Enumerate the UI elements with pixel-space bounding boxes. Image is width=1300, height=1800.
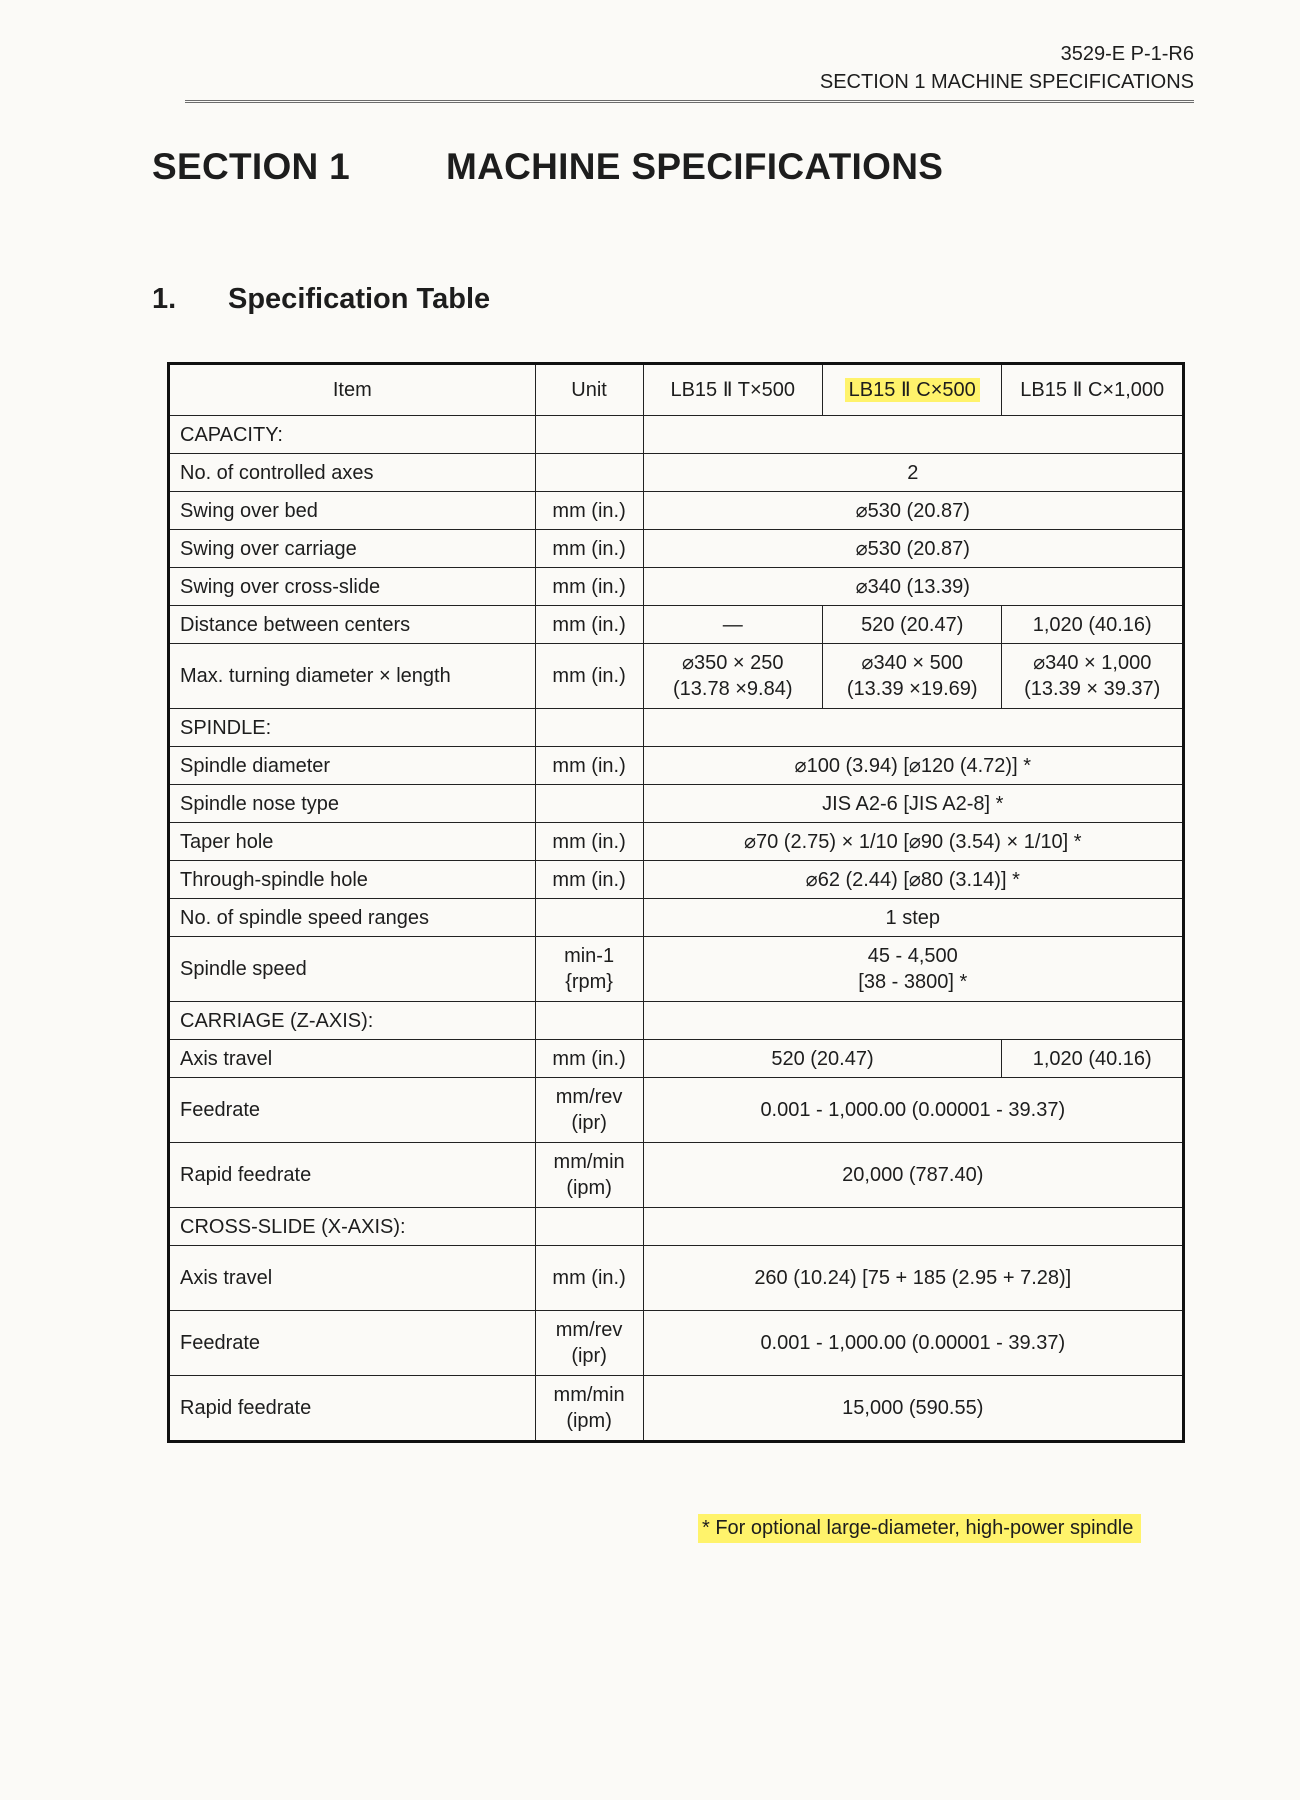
unit-line: (ipr)	[571, 1112, 607, 1134]
unit-cell: mm (in.)	[535, 747, 643, 785]
specification-table	[167, 362, 1185, 1443]
unit-line: (ipr)	[571, 1345, 607, 1367]
value-line: 45 - 4,500	[867, 945, 958, 967]
running-title: SECTION 1 MACHINE SPECIFICATIONS	[819, 71, 1194, 93]
table-row	[169, 1311, 1184, 1376]
unit-cell	[535, 1208, 643, 1246]
value-cell-model-3: 1,020 (40.16)	[1002, 1040, 1184, 1078]
subsection-heading	[152, 283, 490, 316]
value-cell-model-1	[643, 644, 822, 709]
category-label: CAPACITY:	[169, 416, 536, 454]
unit-cell	[535, 937, 643, 1002]
item-cell: Feedrate	[169, 1078, 536, 1143]
value-cell: 0.001 - 1,000.00 (0.00001 - 39.37)	[643, 1311, 1183, 1376]
table-row	[169, 747, 1184, 785]
unit-line: mm/min	[553, 1384, 625, 1406]
value-cell	[643, 709, 1183, 747]
value-cell: 2	[643, 454, 1183, 492]
category-label: CARRIAGE (Z-AXIS):	[169, 1002, 536, 1040]
item-cell: Swing over bed	[169, 492, 536, 530]
value-cell-model-2: 520 (20.47)	[822, 606, 1001, 644]
value-cell: ⌀100 (3.94) [⌀120 (4.72)] *	[643, 747, 1183, 785]
unit-cell	[535, 1311, 643, 1376]
unit-cell: mm (in.)	[535, 1040, 643, 1078]
item-cell: Spindle nose type	[169, 785, 536, 823]
table-row	[169, 530, 1184, 568]
table-row	[169, 568, 1184, 606]
item-cell: Swing over cross-slide	[169, 568, 536, 606]
value-line: ⌀340 × 500	[861, 652, 963, 674]
table-row	[169, 861, 1184, 899]
unit-cell: mm (in.)	[535, 606, 643, 644]
unit-cell: mm (in.)	[535, 861, 643, 899]
item-cell: Rapid feedrate	[169, 1143, 536, 1208]
value-cell	[643, 416, 1183, 454]
category-row-capacity	[169, 416, 1184, 454]
item-cell: Feedrate	[169, 1311, 536, 1376]
table-row	[169, 1143, 1184, 1208]
footnote-highlighted: * For optional large-diameter, high-power spindle	[698, 1514, 1141, 1543]
item-cell: No. of spindle speed ranges	[169, 899, 536, 937]
value-cell: ⌀62 (2.44) [⌀80 (3.14)] *	[643, 861, 1183, 899]
table-row	[169, 899, 1184, 937]
value-cell-model-3: 1,020 (40.16)	[1002, 606, 1184, 644]
value-line: ⌀340 × 1,000	[1033, 652, 1152, 674]
value-cell: 1 step	[643, 899, 1183, 937]
table-row	[169, 823, 1184, 861]
table-row	[169, 644, 1184, 709]
section-title: MACHINE SPECIFICATIONS	[446, 146, 944, 187]
header-model-3: LB15 Ⅱ C×1,000	[1002, 364, 1184, 416]
value-cell: ⌀340 (13.39)	[643, 568, 1183, 606]
item-cell: Max. turning diameter × length	[169, 644, 536, 709]
unit-cell: mm (in.)	[535, 644, 643, 709]
section-heading	[152, 146, 943, 188]
item-cell: Rapid feedrate	[169, 1376, 536, 1442]
item-cell: Axis travel	[169, 1040, 536, 1078]
header-unit: Unit	[535, 364, 643, 416]
category-row-cross-slide	[169, 1208, 1184, 1246]
section-number: SECTION 1	[152, 146, 351, 187]
unit-line: mm/rev	[555, 1086, 623, 1108]
value-cell: 20,000 (787.40)	[643, 1143, 1183, 1208]
table-row	[169, 1376, 1184, 1442]
table-row	[169, 1078, 1184, 1143]
value-cell: JIS A2-6 [JIS A2-8] *	[643, 785, 1183, 823]
unit-cell	[535, 899, 643, 937]
value-cell: ⌀70 (2.75) × 1/10 [⌀90 (3.54) × 1/10] *	[643, 823, 1183, 861]
table-row	[169, 1040, 1184, 1078]
unit-cell	[535, 1143, 643, 1208]
value-cell: 260 (10.24) [75 + 185 (2.95 + 7.28)]	[643, 1246, 1183, 1311]
value-cell-model-2	[822, 644, 1001, 709]
unit-cell: mm (in.)	[535, 1246, 643, 1311]
category-label: CROSS-SLIDE (X-AXIS):	[169, 1208, 536, 1246]
table-row	[169, 937, 1184, 1002]
value-cell	[643, 937, 1183, 1002]
table-row	[169, 454, 1184, 492]
unit-cell	[535, 785, 643, 823]
value-cell: 0.001 - 1,000.00 (0.00001 - 39.37)	[643, 1078, 1183, 1143]
item-cell: Swing over carriage	[169, 530, 536, 568]
unit-cell	[535, 1376, 643, 1442]
unit-cell: mm (in.)	[535, 568, 643, 606]
value-cell	[643, 1208, 1183, 1246]
value-cell-model-1: —	[643, 606, 822, 644]
unit-cell	[535, 709, 643, 747]
value-line: (13.39 ×19.69)	[846, 678, 978, 700]
category-label: SPINDLE:	[169, 709, 536, 747]
unit-cell: mm (in.)	[535, 492, 643, 530]
unit-cell	[535, 1078, 643, 1143]
unit-cell	[535, 454, 643, 492]
unit-cell	[535, 416, 643, 454]
unit-line: mm/min	[553, 1151, 625, 1173]
item-cell: Taper hole	[169, 823, 536, 861]
value-cell: ⌀530 (20.87)	[643, 492, 1183, 530]
item-cell: No. of controlled axes	[169, 454, 536, 492]
item-cell: Spindle diameter	[169, 747, 536, 785]
value-cell-model-3	[1002, 644, 1184, 709]
category-row-spindle	[169, 709, 1184, 747]
subsection-title: Specification Table	[228, 283, 491, 315]
header-rule	[185, 100, 1194, 105]
unit-line: {rpm}	[565, 971, 613, 993]
item-cell: Axis travel	[169, 1246, 536, 1311]
unit-line: mm/rev	[555, 1319, 623, 1341]
header-item: Item	[169, 364, 536, 416]
category-row-carriage	[169, 1002, 1184, 1040]
item-cell: Distance between centers	[169, 606, 536, 644]
value-cell	[643, 1002, 1183, 1040]
value-line: (13.39 × 39.37)	[1024, 678, 1161, 700]
value-line: [38 - 3800] *	[858, 971, 968, 993]
unit-line: min-1	[564, 945, 615, 967]
value-line: ⌀350 × 250	[681, 652, 784, 674]
table-row	[169, 606, 1184, 644]
unit-line: (ipm)	[566, 1410, 612, 1432]
value-cell-model-1-2: 520 (20.47)	[643, 1040, 1002, 1078]
value-line: (13.78 ×9.84)	[672, 678, 793, 700]
page-header	[820, 40, 1194, 96]
unit-cell: mm (in.)	[535, 530, 643, 568]
unit-cell: mm (in.)	[535, 823, 643, 861]
header-model-2	[822, 364, 1001, 416]
table-header-row	[169, 364, 1184, 416]
unit-cell	[535, 1002, 643, 1040]
doc-code: 3529-E P-1-R6	[1060, 43, 1194, 65]
highlighted-model: LB15 Ⅱ C×500	[845, 378, 980, 402]
header-model-1: LB15 Ⅱ T×500	[643, 364, 822, 416]
subsection-number: 1.	[152, 283, 177, 315]
table-row	[169, 1246, 1184, 1311]
table-row	[169, 785, 1184, 823]
value-cell: ⌀530 (20.87)	[643, 530, 1183, 568]
item-cell: Spindle speed	[169, 937, 536, 1002]
item-cell: Through-spindle hole	[169, 861, 536, 899]
value-cell: 15,000 (590.55)	[643, 1376, 1183, 1442]
unit-line: (ipm)	[566, 1177, 612, 1199]
table-row	[169, 492, 1184, 530]
